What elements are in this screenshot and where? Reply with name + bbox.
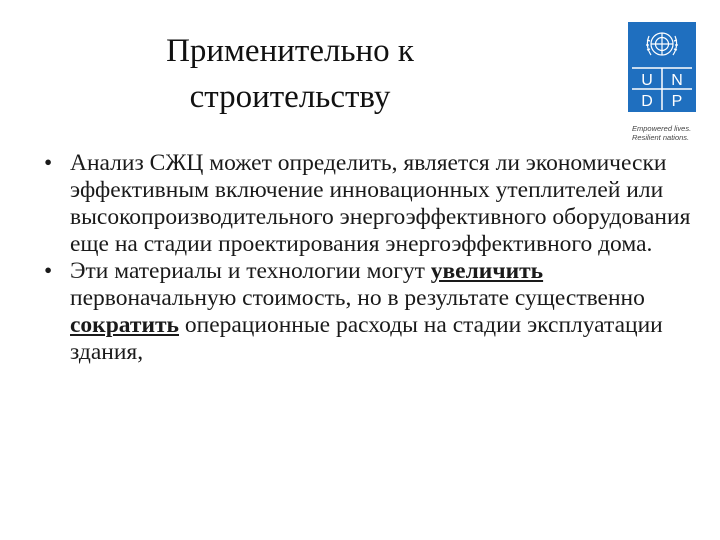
logo-letter-n: N [671,72,683,89]
logo-letter-u: U [641,72,653,89]
bullet-text-2-part-3: операционные расходы на стадии эксплуатации здания, [70,312,663,365]
bullet-marker: • [44,258,53,284]
logo-tagline [632,124,712,142]
bullet-text-2-part-2: первоначальную стоимость, но в результате существенно [70,285,645,311]
undp-letters [628,22,696,112]
tagline-line-1: Empowered lives. [632,124,692,133]
bullet-text-1: Анализ СЖЦ может определить, является ли экономически эффективным включение инновационных утеплителей или высокопроизводительного энергоэффективного оборудования еще на стадии проектирования энергоэффективного дома. [70,150,691,257]
tagline-line-2: Resilient nations. [632,133,690,142]
undp-logo [628,22,696,112]
logo-letter-p: P [671,93,683,110]
slide-title [100,28,480,120]
logo-letter-d: D [641,93,653,110]
bullet-marker: • [44,150,53,176]
bullet-item-2 [38,258,698,366]
bullet-list [38,150,698,366]
title-line-2: строительству [189,79,391,115]
emphasis-reduce: сократить [70,312,179,338]
bullet-item-1 [38,150,698,258]
title-line-1: Применительно к [166,33,414,69]
bullet-text-2-part-1: Эти материалы и технологии могут [70,258,431,284]
emphasis-increase: увеличить [430,258,544,284]
